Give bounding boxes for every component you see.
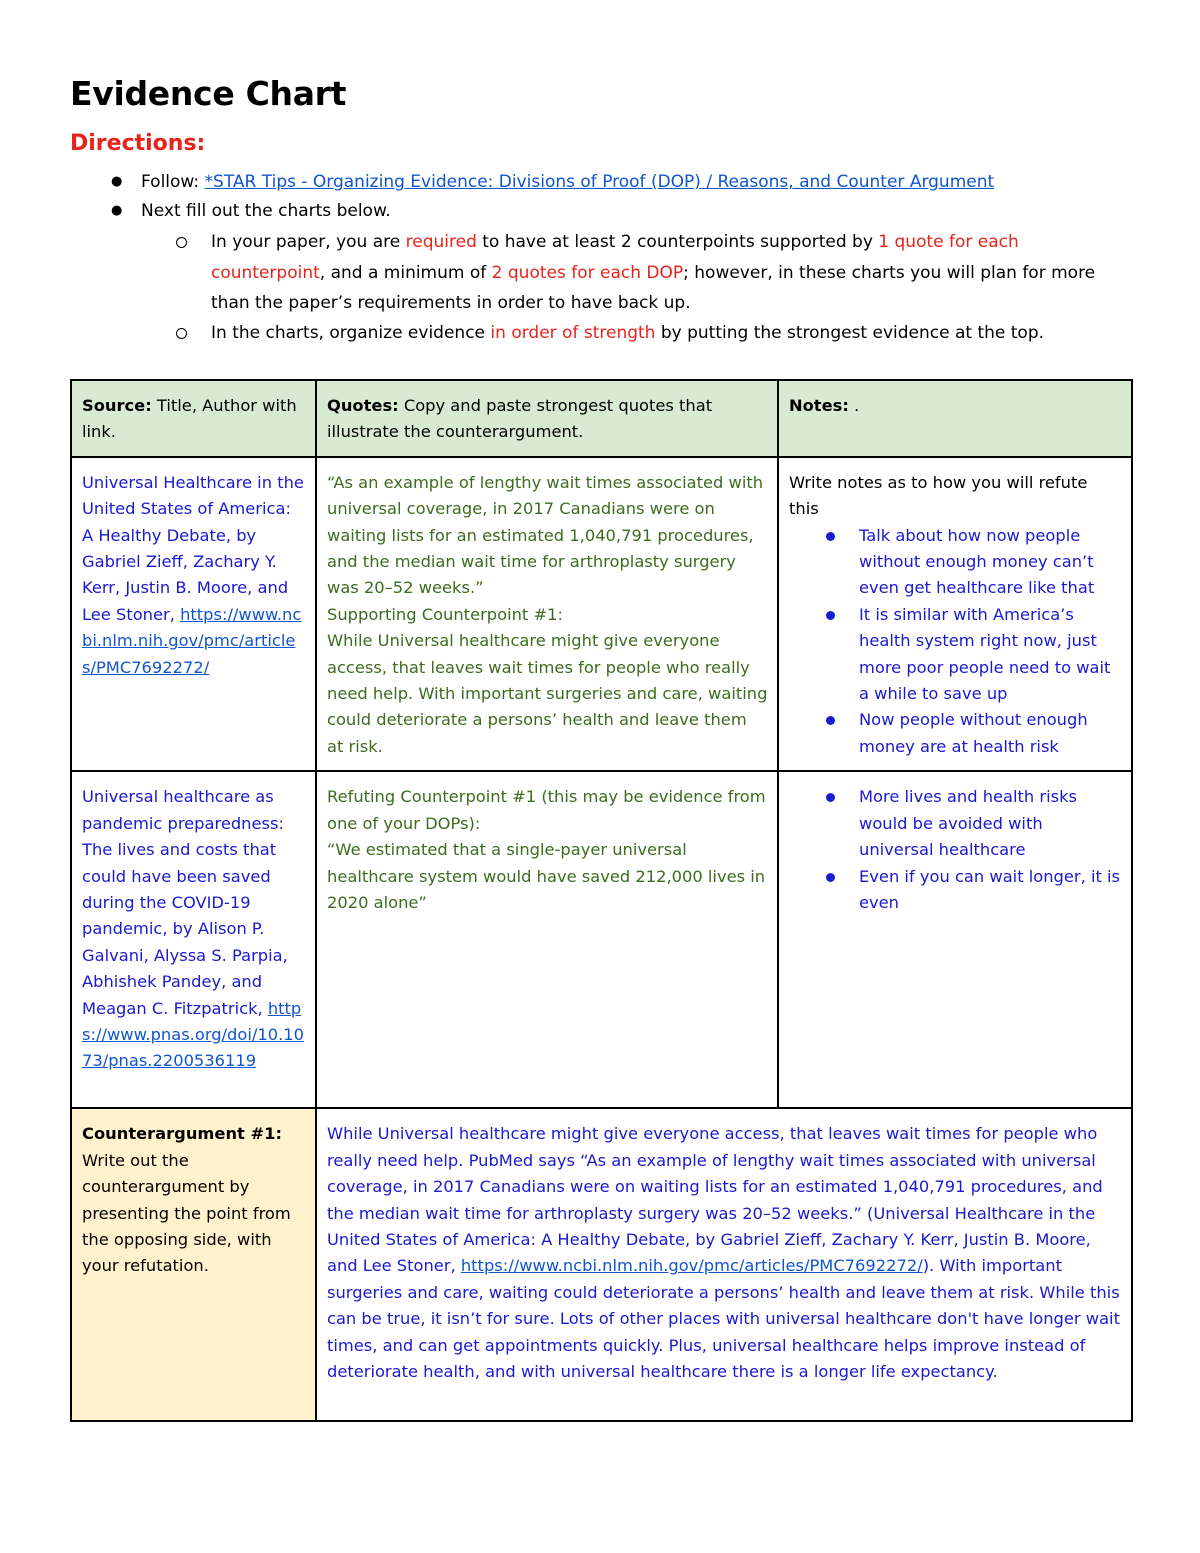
bullet-dot-icon <box>826 793 835 802</box>
row1-source: Universal Healthcare in the United States of America: A Healthy Debate, by Gabriel Zieff, Zachary Y. Kerr, Justin B. Moore, and Lee Stoner, https://www.ncbi.nlm.nih.gov/pmc/articles/PMC7692272/ <box>71 457 316 771</box>
requirements-text: In your paper, you are required to have at least 2 counterpoints supported by 1 quote for each counterpoint, and a minimum of 2 quotes for each DOP; however, in these charts you will plan for more than the paper’s requirements in order to have back up. <box>211 232 1096 313</box>
row1-counterpoint-text: While Universal healthcare might give everyone access, that leaves wait times for people who really need help. With important surgeries and care, waiting could deteriorate a persons’ health and leave them at risk. <box>327 631 768 756</box>
row2-source: Universal healthcare as pandemic preparedness: The lives and costs that could have been saved during the COVID-19 pandemic, by Alison P. Galvani, Alyssa S. Parpia, Abhishek Pandey, and Meagan C. Fitzpatrick, https://www.pnas.org/doi/10.1073/pnas.2200536119 <box>71 771 316 1108</box>
row2-quote: “We estimated that a single-payer universal healthcare system would have saved 212,000 lives in 2020 alone” <box>327 840 766 912</box>
bullet-dot-icon <box>826 716 835 725</box>
bullet-dot-icon: ● <box>111 203 123 218</box>
row2-quotes <box>316 771 778 1108</box>
table-header-row <box>71 380 1132 457</box>
table-row <box>71 457 1132 771</box>
star-tips-link[interactable]: *STAR Tips - Organizing Evidence: Divisions of Proof (DOP) / Reasons, and Counter Argument <box>204 172 995 192</box>
row1-quote: “As an example of lengthy wait times associated with universal coverage, in 2017 Canadians were on waiting lists for an estimated 1,040,791 procedures, and the median wait time for arthroplasty surgery was 20–52 weeks.” <box>327 472 764 598</box>
bullet-dot-icon: ● <box>111 174 123 189</box>
row1-notes-list <box>789 523 1122 761</box>
row3-counterargument-label: Counterargument #1: Write out the counterargument by presenting the point from the opposing side, with your refutation. <box>71 1108 316 1421</box>
table-row <box>71 1108 1132 1421</box>
list-item: Now people without enough money are at health risk <box>789 707 1122 760</box>
list-item: Talk about how now people without enough money can’t even get healthcare like that <box>789 523 1122 602</box>
hollow-circle-icon <box>176 237 187 248</box>
row1-quotes <box>316 457 778 771</box>
header-quotes: Quotes: Copy and paste strongest quotes that illustrate the counterargument. <box>316 380 778 457</box>
row2-notes <box>778 771 1132 1108</box>
directions-heading: Directions: <box>70 131 206 156</box>
row1-counterpoint-label: Supporting Counterpoint #1: <box>327 604 563 624</box>
bullet-dot-icon <box>826 611 835 620</box>
bullet-dot-icon <box>826 873 835 882</box>
follow-prefix: Follow: <box>141 172 205 192</box>
bullet-dot-icon <box>826 532 835 541</box>
row2-notes-list <box>789 784 1122 916</box>
header-source: Source: Title, Author with link. <box>71 380 316 457</box>
row1-source-link[interactable]: https://www.ncbi.nlm.nih.gov/pmc/articles/PMC7692272/ <box>82 604 302 677</box>
row1-notes <box>778 457 1132 771</box>
list-item: It is similar with America’s health system right now, just more poor people need to wait a while to save up <box>789 602 1122 708</box>
row3-citation-link[interactable]: https://www.ncbi.nlm.nih.gov/pmc/articles/PMC7692272/ <box>460 1256 923 1276</box>
row2-source-link[interactable]: https://www.pnas.org/doi/10.1073/pnas.2200536119 <box>82 998 304 1071</box>
header-notes: Notes: . <box>778 380 1132 457</box>
evidence-table <box>70 379 1133 1422</box>
list-item: Even if you can wait longer, it is even <box>789 864 1122 917</box>
list-item: More lives and health risks would be avoided with universal healthcare <box>789 784 1122 863</box>
order-text: In the charts, organize evidence in order of strength by putting the strongest evidence at the top. <box>211 323 1045 343</box>
row2-refuting-label: Refuting Counterpoint #1 (this may be evidence from one of your DOPs): <box>327 787 766 833</box>
table-row <box>71 771 1132 1108</box>
page-title: Evidence Chart <box>70 74 347 113</box>
row1-notes-intro: Write notes as to how you will refute this <box>789 472 1088 519</box>
row3-counterargument-text: While Universal healthcare might give everyone access, that leaves wait times for people who really need help. PubMed says “As an example of lengthy wait times associated with universal coverage, in 2017 Canadians were on waiting lists for an estimated 1,040,791 procedures, and the median wait time for arthroplasty surgery was 20–52 weeks.” (Universal Healthcare in the United States of America: A Healthy Debate, by Gabriel Zieff, Zachary Y. Kerr, Justin B. Moore, and Lee Stoner, https://www.ncbi.nlm.nih.gov/pmc/articles/PMC7692272/). With important surgeries and care, waiting could deteriorate a persons’ health and leave them at risk. While this can be true, it isn’t for sure. Lots of other places with universal healthcare don't have longer wait times, and can get appointments quickly. Plus, universal healthcare helps improve instead of deteriorate health, and with universal healthcare there is a longer life expectancy. <box>316 1108 1132 1421</box>
next-instruction: Next fill out the charts below. <box>141 201 391 221</box>
hollow-circle-icon <box>176 328 187 339</box>
